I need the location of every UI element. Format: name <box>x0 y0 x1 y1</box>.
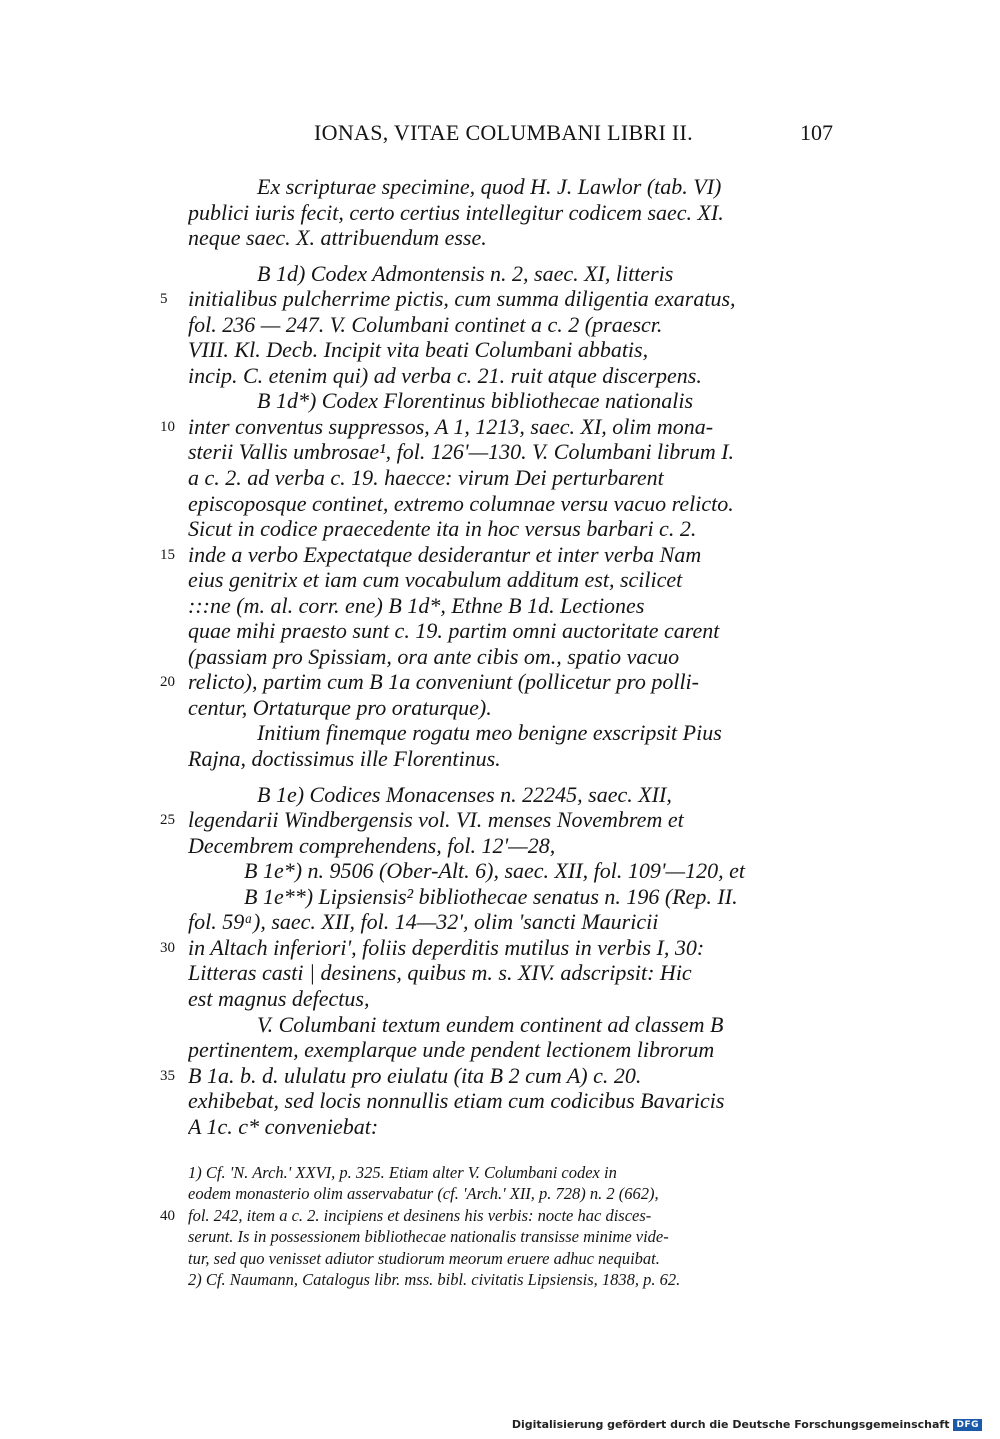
text-line: episcoposque continet, extremo columnae versu vacuo relicto. <box>188 490 734 516</box>
footnote-line: serunt. Is in possessionem bibliothecae nationalis transisse minime vide- <box>188 1227 669 1247</box>
text-line: (passiam pro Spissiam, ora ante cibis om., spatio vacuo <box>188 643 680 669</box>
margin-line-number: 25 <box>160 812 175 829</box>
footnote-line: eodem monasterio olim asservabatur (cf. 'Arch.' XII, p. 728) n. 2 (662), <box>188 1184 659 1204</box>
text-line: VIII. Kl. Decb. Incipit vita beati Columbani abbatis, <box>188 337 649 363</box>
footnotes <box>188 1162 833 1290</box>
dfg-logo-icon: DFG <box>953 1419 982 1431</box>
text-line: pertinentem, exemplarque unde pendent lectionem librorum <box>188 1037 715 1063</box>
text-line: B 1d) Codex Admontensis n. 2, saec. XI, litteris <box>257 260 674 286</box>
text-line: legendarii Windbergensis vol. VI. menses Novembrem et <box>188 807 684 833</box>
text-line: quae mihi praesto sunt c. 19. partim omni auctoritate carent <box>188 618 720 644</box>
margin-line-number: 20 <box>160 674 175 691</box>
text-line: B 1e**) Lipsiensis² bibliothecae senatus n. 196 (Rep. II. <box>244 883 738 909</box>
text-line: publici iuris fecit, certo certius intellegitur codicem saec. XI. <box>188 199 724 225</box>
margin-line-number: 40 <box>160 1207 175 1224</box>
text-line: inter conventus suppressos, A 1, 1213, saec. XI, olim mona- <box>188 413 714 439</box>
text-line: Initium finemque rogatu meo benigne exscripsit Pius <box>257 720 722 746</box>
footnote-line: 1) Cf. 'N. Arch.' XXVI, p. 325. Etiam alter V. Columbani codex in <box>188 1163 617 1182</box>
text-line: B 1e*) n. 9506 (Ober-Alt. 6), saec. XII, fol. 109'—120, et <box>244 858 745 884</box>
text-line: B 1d*) Codex Florentinus bibliothecae nationalis <box>257 388 694 414</box>
text-line: A 1c. c* conveniebat: <box>188 1113 379 1139</box>
digitization-credit <box>512 1418 982 1431</box>
text-line: Decembrem comprehendens, fol. 12'—28, <box>188 832 556 858</box>
text-line: inde a verbo Expectatque desiderantur et inter verba Nam <box>188 541 702 567</box>
text-line: exhibebat, sed locis nonnullis etiam cum codicibus Bavaricis <box>188 1088 725 1114</box>
text-line: fol. 236 — 247. V. Columbani continet a c. 2 (praescr. <box>188 311 663 337</box>
footnote-line: tur, sed quo venisset adiutor studiorum meorum eruere adhuc nequibat. <box>188 1248 660 1268</box>
text-line: Rajna, doctissimus ille Florentinus. <box>188 746 501 772</box>
margin-line-number: 5 <box>160 291 168 308</box>
text-line: eius genitrix et iam cum vocabulum additum est, scilicet <box>188 567 683 593</box>
text-line: relicto), partim cum B 1a conveniunt (pollicetur pro polli- <box>188 669 699 695</box>
text-line: a c. 2. ad verba c. 19. haecce: virum Dei perturbarent <box>188 465 664 491</box>
page-header <box>188 120 833 152</box>
text-line: B 1e) Codices Monacenses n. 22245, saec. XII, <box>257 781 672 807</box>
text-line: incip. C. etenim qui) ad verba c. 21. ruit atque discerpens. <box>188 362 702 388</box>
credit-text: Digitalisierung gefördert durch die Deutsche Forschungsgemeinschaft <box>511 1418 950 1431</box>
paragraph-gap <box>188 772 833 782</box>
text-line: Ex scripturae specimine, quod H. J. Lawlor (tab. VI) <box>257 174 722 199</box>
text-line: initialibus pulcherrime pictis, cum summa diligentia exaratus, <box>188 286 736 312</box>
text-line: fol. 59ᵃ), saec. XII, fol. 14—32', olim 'sancti Mauricii <box>188 909 659 935</box>
footnote-line: 2) Cf. Naumann, Catalogus libr. mss. bibl. civitatis Lipsiensis, 1838, p. 62. <box>188 1269 681 1289</box>
text-line: :::ne (m. al. corr. ene) B 1d*, Ethne B 1d. Lectiones <box>188 592 645 618</box>
margin-line-number: 10 <box>160 418 175 435</box>
footnote-line: fol. 242, item a c. 2. incipiens et desinens his verbis: nocte hac disces- <box>188 1205 652 1225</box>
text-line: Litteras casti | desinens, quibus m. s. XIV. adscripsit: Hic <box>188 960 692 986</box>
page-number: 107 <box>800 120 833 145</box>
margin-line-number: 15 <box>160 546 175 563</box>
text-line: est magnus defectus, <box>188 985 370 1011</box>
paragraph-gap <box>188 251 833 261</box>
text-line: centur, Ortaturque pro oraturque). <box>188 694 492 720</box>
running-title: IONAS, VITAE COLUMBANI LIBRI II. <box>314 120 693 145</box>
text-line: B 1a. b. d. ululatu pro eiulatu (ita B 2 cum A) c. 20. <box>188 1062 642 1088</box>
text-line: V. Columbani textum eundem continent ad classem B <box>257 1011 724 1037</box>
text-line: in Altach inferiori', foliis deperditis mutilus in verbis I, 30: <box>188 934 705 960</box>
text-line: sterii Vallis umbrosae¹, fol. 126'—130. V. Columbani librum I. <box>188 439 735 465</box>
main-text <box>188 174 833 1139</box>
text-line: neque saec. X. attribuendum esse. <box>188 225 487 251</box>
margin-line-number: 30 <box>160 939 175 956</box>
text-line: Sicut in codice praecedente ita in hoc versus barbari c. 2. <box>188 516 697 542</box>
margin-line-number: 35 <box>160 1067 175 1084</box>
